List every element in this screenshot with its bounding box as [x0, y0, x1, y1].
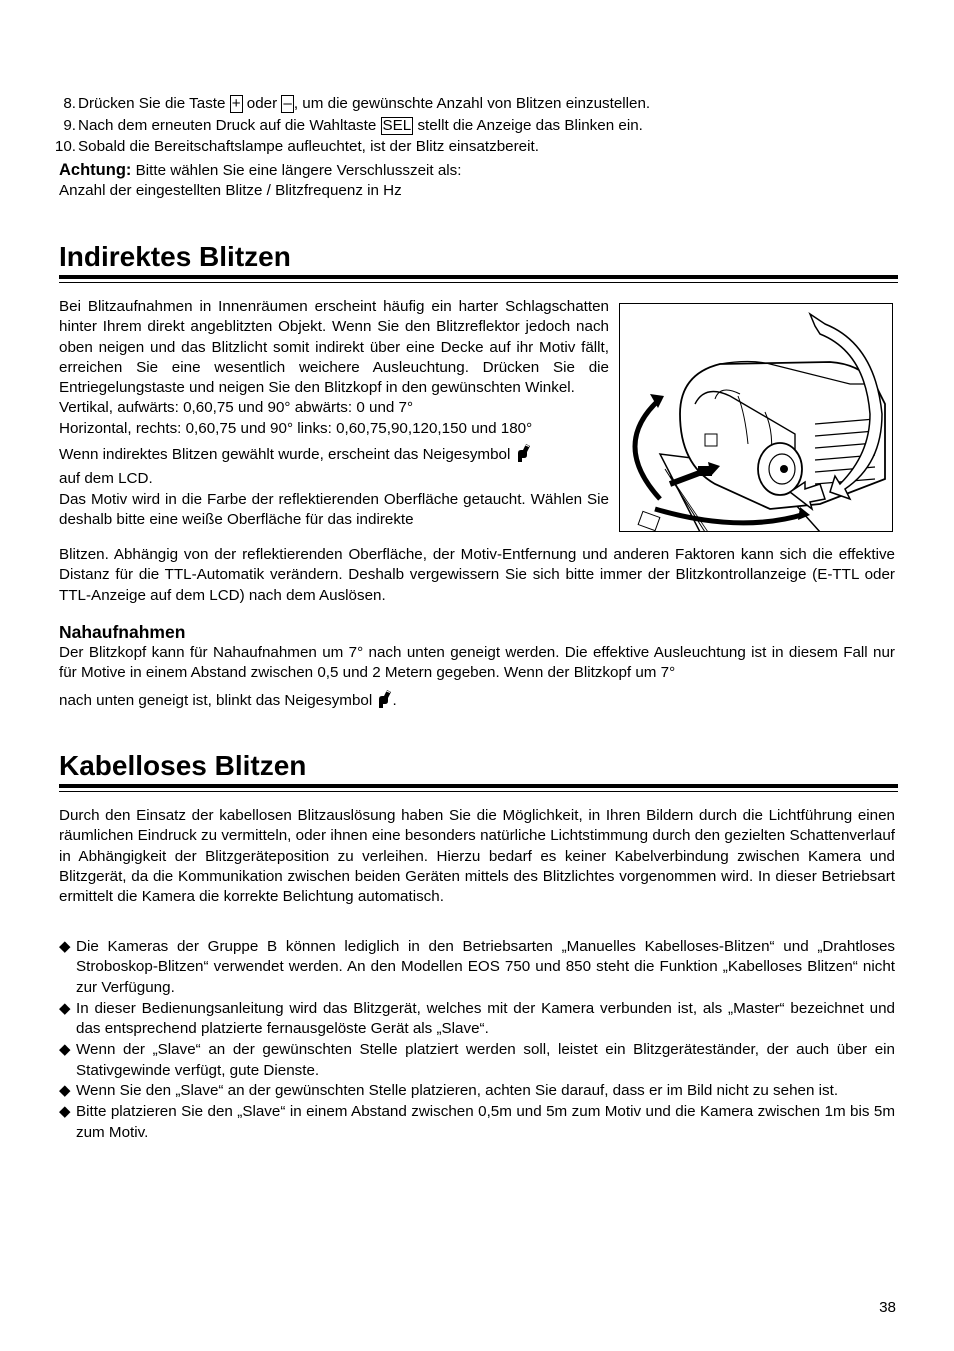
heading-rule [59, 275, 898, 283]
warning-text: Bitte wählen Sie eine längere Verschlusszeit als: [131, 162, 462, 179]
bounce-para1: Bei Blitzaufnahmen in Innenräumen erscheint häufig ein harter Schlagschatten hinter Ihrem direkt angeblitzten Objekt. Wenn Sie den Blitzreflektor jedoch nach oben neigen und das Blitzlicht somit indirekt über eine Decke auf ihr Motiv fällt, erreichen Sie eine wesentlich weichere Ausleuchtung. Drücken Sie die Entriegelungstaste und neigen Sie den Blitzkopf in den gewünschten Winkel. [59, 298, 609, 397]
diamond-bullet-icon: ◆ [59, 938, 71, 955]
minus-key: – [283, 95, 292, 112]
step-8: 8. Drücken Sie die Taste + oder – , um die gewünschte Anzahl von Blitzen einzustellen. [59, 94, 899, 114]
tilt-symbol-icon [515, 441, 531, 469]
step-number: 9. [63, 117, 76, 135]
heading-nahaufnahmen: Nahaufnahmen [59, 622, 186, 642]
bounce-lcd-text: auf dem LCD. [59, 470, 153, 488]
wireless-para: Durch den Einsatz der kabellosen Blitzauslösung haben Sie die Möglichkeit, in Ihren Bildern durch die Lichtführung einen räumlichen Eindruck zu vermitteln, oder ihnen eine besonders natürliche Lichtstimmung durch den gezielten Schattenverlauf in Abhängigkeit der Blitzgeräteposition zu verleihen. Hierzu bedarf es keiner Kabelverbindung zwischen Kamera und Blitzgerät, da die Kommunikation zwischen beiden Geräten mittels des Blitzlichtes vorgenommen wird. In dieser Betriebsart ermittelt die Kamera die korrekte Belichtung automatisch. [59, 807, 895, 906]
sel-key: SEL [382, 117, 412, 135]
bounce-para2-rest: Blitzen. Abhängig von der reflektierenden Oberfläche, der Motiv-Entfernung und anderen Faktoren kann sich die effektive Distanz für die TTL-Automatik verändern. Deshalb vergewissern Sie sich bitte immer der Blitzkontrollanzeige (E-TTL oder TTL-Anzeige auf dem LCD) nach dem Auslösen. [59, 546, 895, 604]
wireless-bullet-list [59, 937, 895, 1143]
diamond-bullet-icon: ◆ [59, 999, 71, 1017]
step-list [54, 94, 899, 157]
heading-kabelloses-blitzen: Kabelloses Blitzen [59, 750, 307, 781]
bounce-vertical: Vertikal, aufwärts: 0,60,75 und 90° abwärts: 0 und 7° [59, 399, 414, 417]
list-item: ◆ Wenn der „Slave“ an der gewünschten Stelle platziert werden soll, leistet ein Blitzgeräteständer, der auch über ein Stativgewinde verfügt, gute Dienste. [59, 1041, 895, 1079]
list-item: ◆ Bitte platzieren Sie den „Slave“ in einem Abstand zwischen 0,5m und 5m zum Motiv und die Kamera zwischen 1m bis 5m zum Motiv. [59, 1103, 895, 1141]
list-item: ◆ In dieser Bedienungsanleitung wird das Blitzgerät, welches mit der Kamera verbunden ist, als „Master“ bezeichnet und das entsprechend platzierte fernausgelöste Gerät als „Slave“. [59, 999, 895, 1038]
diamond-bullet-icon: ◆ [59, 1103, 71, 1121]
diamond-bullet-icon: ◆ [59, 1082, 71, 1100]
list-item: ◆ Wenn Sie den „Slave“ an der gewünschten Stelle platzieren, achten Sie darauf, dass er im Bild nicht zu sehen ist. [59, 1081, 895, 1101]
warning-line2: Anzahl der eingestellten Blitze / Blitzfrequenz in Hz [59, 182, 402, 200]
step-9: 9. Nach dem erneuten Druck auf die Wahltaste SEL stellt die Anzeige das Blinken ein. [59, 116, 899, 136]
closeup-text: Der Blitzkopf kann für Nahaufnahmen um 7° nach unten geneigt werden. Die effektive Ausleuchtung ist in diesem Fall nur für Motive in einem Abstand zwischen 0,5 und 2 Metern gegeben. Wenn der Blitzkopf um 7° [59, 644, 895, 682]
step-number: 10. [54, 137, 76, 155]
step-number: 8. [63, 95, 76, 112]
bounce-para2-top: Das Motiv wird in die Farbe der reflektierenden Oberfläche getaucht. Wählen Sie deshalb bitte eine weiße Oberfläche für das indirekte [59, 490, 609, 528]
diamond-bullet-icon: ◆ [59, 1041, 71, 1059]
step-10: 10. Sobald die Bereitschaftslampe aufleuchtet, ist der Blitz einsatzbereit. [49, 137, 899, 157]
warning-block [59, 160, 899, 202]
bounce-intro [59, 297, 609, 530]
list-item: ◆ Die Kameras der Gruppe B können lediglich in den Betriebsarten „Manuelles Kabelloses-Blitzen“ und „Drahtloses Stroboskop-Blitzen“ verwendet werden. An den Modellen EOS 750 und 850 steht die Funktion „Kabelloses Blitzen“ nicht zur Verfügung. [59, 938, 895, 996]
warning-label: Achtung: [59, 161, 132, 179]
plus-key: + [231, 95, 241, 112]
heading-indirektes-blitzen: Indirektes Blitzen [59, 241, 291, 272]
heading-rule [59, 784, 898, 792]
bounce-symbol-text: Wenn indirektes Blitzen gewählt wurde, erscheint das Neigesymbol [59, 446, 511, 464]
page-number: 38 [879, 1299, 896, 1316]
flash-head-tilt-illustration [619, 303, 893, 532]
bounce-horizontal: Horizontal, rechts: 0,60,75 und 90° links: 0,60,75,90,120,150 und 180° [59, 419, 533, 437]
closeup-last-line: nach unten geneigt ist, blinkt das Neigesymbol [59, 692, 373, 709]
tilt-symbol-icon [376, 687, 392, 715]
